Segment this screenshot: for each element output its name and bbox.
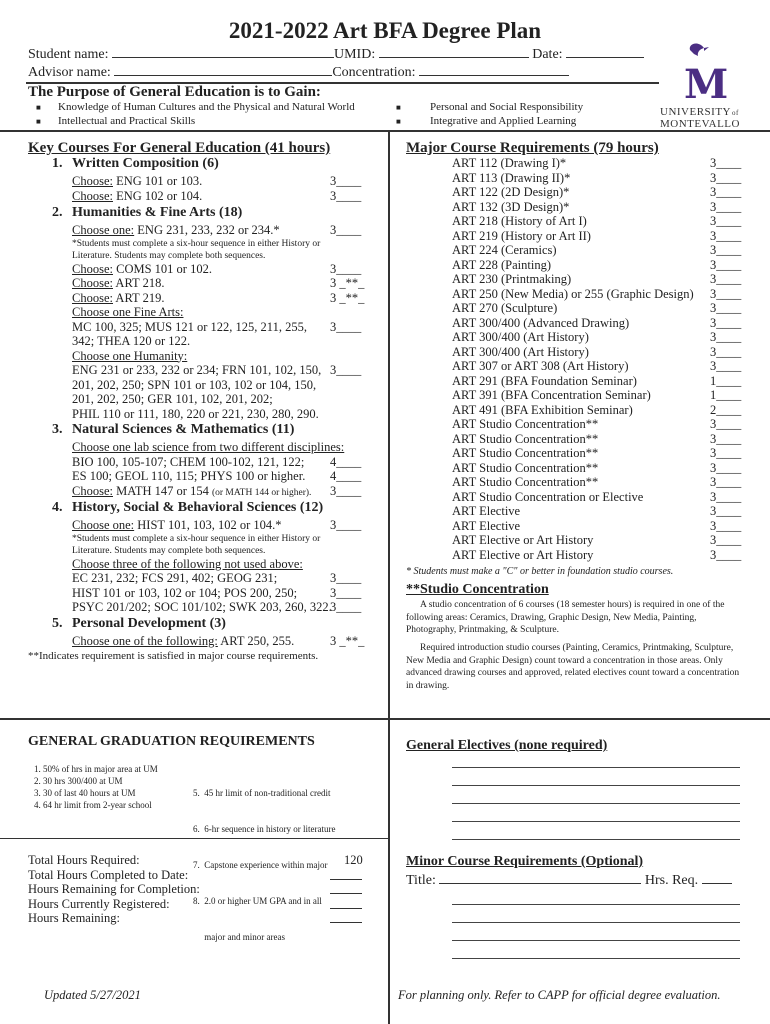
course-line [52, 469, 372, 484]
concentration-field[interactable] [419, 64, 569, 76]
major-satisfied-footnote: **Indicates requirement is satisfied in major course requirements. [28, 650, 319, 662]
course-line [52, 262, 372, 277]
choose-lab-science: Choose one lab science from two different disciplines: [72, 440, 345, 454]
major-course-row [452, 417, 752, 432]
major-course-row [452, 461, 752, 476]
hours-blank[interactable]: 1____ [710, 373, 742, 388]
hours-blank[interactable]: 3____ [330, 261, 362, 276]
hours-blank[interactable]: 3 _**_ [330, 276, 365, 290]
category-personal-development [52, 616, 372, 634]
major-course-list [452, 156, 752, 562]
section-divider [0, 130, 770, 132]
major-course-name: ART Studio Concentration** [452, 460, 599, 475]
hours-blank[interactable]: 4____ [330, 454, 362, 469]
choose-label: Choose one: [72, 223, 135, 237]
logo-line2: MONTEVALLO [660, 118, 740, 130]
major-course-row [452, 229, 752, 244]
major-course-row [452, 475, 752, 490]
hours-blank[interactable]: 4____ [330, 469, 362, 483]
major-course-name: ART Studio Concentration** [452, 417, 599, 431]
choose-label: Choose: [72, 188, 113, 203]
student-name-label: Student name: [28, 47, 109, 62]
course-text: ART 218. [112, 276, 165, 290]
major-heading: Major Course Requirements (79 hours) [406, 140, 659, 156]
course-line [52, 223, 372, 238]
course-text: ENG 231 or 233, 232 or 234; FRN 101, 102, 150, [72, 363, 322, 377]
hours-remaining-label: Hours Remaining: [28, 911, 121, 925]
course-line [52, 586, 372, 601]
major-course-name: ART 300/400 (Art History) [452, 330, 589, 344]
choose-label: Choose: [72, 276, 113, 290]
course-text: ENG 101 or 103. [112, 174, 203, 188]
major-course-name: ART Elective [452, 518, 521, 533]
total-required-label: Total Hours Required: [28, 853, 140, 867]
choose-label: Choose: [72, 290, 113, 305]
montevallo-m-icon [660, 40, 760, 102]
elective-line[interactable] [452, 803, 740, 804]
major-course-name: ART 491 (BFA Exhibition Seminar) [452, 402, 633, 417]
category-number: 1. [52, 156, 63, 171]
umid-field[interactable] [379, 46, 529, 58]
major-course-row [452, 403, 752, 418]
major-course-row [452, 171, 752, 186]
major-course-row [452, 374, 752, 389]
graduation-item: 8. 2.0 or higher UM GPA and in all [193, 896, 322, 906]
major-course-row [452, 316, 752, 331]
major-course-row [452, 345, 752, 360]
major-course-row [452, 287, 752, 302]
major-course-name: ART 218 (History of Art I) [452, 214, 587, 228]
hours-blank[interactable]: 3____ [330, 223, 362, 237]
hours-blank[interactable]: 3 _**_ [330, 633, 365, 648]
hours-blank[interactable]: 3____ [710, 199, 742, 214]
hours-blank[interactable]: 3____ [330, 483, 362, 498]
category-number: 2. [52, 205, 63, 220]
studio-concentration-heading: **Studio Concentration [406, 582, 549, 597]
hours-blank[interactable]: 3____ [330, 585, 362, 600]
course-text: MATH 147 or 154 [112, 483, 212, 498]
graduation-item: 1. 50% of hrs in major area at UM [34, 764, 158, 774]
minor-line[interactable] [452, 922, 740, 923]
sequence-note: Literature. Students may complete both sequences. [72, 545, 266, 556]
major-course-row [452, 272, 752, 287]
course-text: PHIL 110 or 111, 180, 220 or 221, 230, 280, 290. [72, 406, 319, 421]
category-humanities [52, 205, 372, 223]
major-course-row [452, 548, 752, 563]
minor-hrs-label: Hrs. Req. [644, 873, 699, 888]
umid-label: UMID: [334, 47, 376, 62]
category-number: 5. [52, 615, 63, 631]
hours-blank[interactable]: 3____ [330, 363, 362, 377]
major-course-row [452, 533, 752, 548]
sequence-note: *Students must complete a six-hour sequence in either History or [72, 238, 321, 249]
choose-label: Choose: [72, 174, 113, 188]
hours-blank[interactable]: 3____ [710, 156, 742, 170]
course-text: 342; THEA 120 or 122. [72, 334, 191, 348]
major-course-name: ART 250 (New Media) or 255 (Graphic Design) [452, 286, 694, 301]
purpose-item: ■ Intellectual and Practical Skills [36, 115, 196, 127]
category-title: Written Composition (6) [72, 156, 219, 171]
hours-blank[interactable]: 3____ [710, 228, 742, 243]
planning-disclaimer: For planning only. Refer to CAPP for official degree evaluation. [398, 988, 721, 1002]
major-course-row [452, 243, 752, 258]
purpose-heading: The Purpose of General Education is to Gain: [28, 84, 321, 100]
hours-blank[interactable]: 3____ [710, 257, 742, 272]
totals-divider [0, 838, 388, 839]
major-course-name: ART Elective or Art History [452, 533, 594, 547]
choose-label: Choose one: [72, 518, 135, 532]
course-line [52, 571, 372, 586]
graduation-item: major and minor areas [193, 932, 285, 942]
page-title: 2021-2022 Art BFA Degree Plan [228, 18, 542, 43]
elective-line[interactable] [452, 821, 740, 822]
major-course-row [452, 388, 752, 403]
course-line [52, 189, 372, 204]
major-course-name: ART 300/400 (Advanced Drawing) [452, 315, 630, 330]
graduation-item: 2. 30 hrs 300/400 at UM [34, 776, 123, 786]
major-course-name: ART 219 (History or Art II) [452, 228, 591, 243]
hours-blank[interactable]: 3____ [710, 446, 742, 460]
gen-ed-list [52, 156, 372, 648]
minor-title-label: Title: [406, 873, 436, 888]
hours-blank[interactable]: 3____ [330, 188, 362, 203]
total-completed-field[interactable] [330, 868, 362, 880]
graduation-item: 7. Capstone experience within major [193, 860, 328, 870]
major-course-name: ART 391 (BFA Concentration Seminar) [452, 388, 651, 402]
hours-blank[interactable]: 3____ [710, 489, 742, 504]
course-text: ENG 231, 233, 232 or 234.* [134, 223, 280, 237]
foundation-note: * Students must make a "C" or better in foundation studio courses. [406, 566, 674, 577]
category-title: Natural Sciences & Mathematics (11) [72, 422, 295, 437]
course-line [52, 600, 372, 615]
category-title: Humanities & Fine Arts (18) [72, 205, 243, 220]
major-course-name: ART Studio Concentration** [452, 475, 599, 489]
course-text: ENG 102 or 104. [112, 188, 203, 203]
major-course-row [452, 185, 752, 200]
course-line [52, 291, 372, 306]
graduation-item: 5. 45 hr limit of non-traditional credit [193, 788, 331, 798]
course-line [52, 174, 372, 189]
major-course-name: ART 224 (Ceramics) [452, 243, 557, 257]
course-text: HIST 101 or 103, 102 or 104; POS 200, 250; [72, 585, 298, 600]
course-text: EC 231, 232; FCS 291, 402; GEOG 231; [72, 571, 278, 585]
hours-blank[interactable]: 3____ [330, 174, 362, 188]
choose-three: Choose three of the following not used above: [72, 556, 303, 571]
category-number: 4. [52, 500, 63, 515]
hours-blank[interactable]: 3____ [710, 475, 742, 489]
hours-blank[interactable]: 2____ [710, 402, 742, 417]
hours-blank[interactable]: 3____ [330, 600, 362, 614]
university-logo [660, 40, 760, 128]
advisor-name-label: Advisor name: [28, 65, 111, 80]
purpose-item: ■ Integrative and Applied Learning [396, 115, 577, 127]
elective-line[interactable] [452, 767, 740, 768]
graduation-item: 6. 6-hr sequence in history or literature [193, 824, 336, 834]
major-course-row [452, 214, 752, 229]
sequence-note: *Students must complete a six-hour sequence in either History or [72, 533, 321, 544]
hours-blank[interactable]: 3____ [710, 185, 742, 199]
hours-blank[interactable]: 3____ [710, 533, 742, 547]
major-course-row [452, 258, 752, 273]
hours-blank[interactable]: 3____ [710, 344, 742, 359]
purpose-item-text: Intellectual and Practical Skills [58, 115, 196, 127]
major-course-name: ART 112 (Drawing I)* [452, 156, 567, 170]
major-course-name: ART 122 (2D Design)* [452, 185, 570, 199]
date-field[interactable] [566, 46, 644, 58]
concentration-label: Concentration: [332, 65, 416, 80]
major-course-name: ART 113 (Drawing II)* [452, 170, 571, 185]
student-name-field[interactable] [112, 46, 334, 58]
course-line [52, 276, 372, 291]
course-text: HIST 101, 103, 102 or 104.* [134, 518, 282, 532]
graduation-heading: GENERAL GRADUATION REQUIREMENTS [28, 734, 315, 749]
graduation-list-left [34, 763, 158, 811]
hours-blank[interactable]: 3____ [330, 571, 362, 585]
graduation-item: 4. 64 hr limit from 2-year school [34, 800, 152, 810]
hours-blank[interactable]: 3____ [710, 431, 742, 446]
minor-line[interactable] [452, 904, 740, 905]
course-text: 201, 202, 250; SPN 101 or 103, 102 or 104, 150, [72, 377, 317, 392]
category-number: 3. [52, 422, 63, 437]
course-text: ART 219. [112, 290, 165, 305]
hours-blank[interactable]: 3 _**_ [330, 290, 365, 305]
hours-blank[interactable]: 3____ [710, 547, 742, 562]
logo-line1: UNIVERSITY [660, 106, 731, 118]
purpose-item-text: Personal and Social Responsibility [430, 101, 584, 113]
choose-fine-arts: Choose one Fine Arts: [72, 305, 184, 319]
advisor-name-field[interactable] [114, 64, 332, 76]
logo-of: of [732, 109, 739, 117]
hours-blank[interactable]: 3____ [330, 518, 362, 532]
category-written-composition [52, 156, 372, 174]
major-course-row [452, 200, 752, 215]
major-course-name: ART 230 (Printmaking) [452, 272, 572, 286]
choose-label: Choose: [72, 261, 113, 276]
major-course-row [452, 504, 752, 519]
course-line [52, 484, 372, 501]
course-line [52, 455, 372, 470]
total-completed-label: Total Hours Completed to Date: [28, 867, 189, 882]
major-course-name: ART 228 (Painting) [452, 257, 552, 272]
major-course-row [452, 446, 752, 461]
hours-blank[interactable]: 1____ [710, 388, 742, 402]
major-course-name: ART Elective [452, 504, 521, 518]
hours-blank[interactable]: 3____ [710, 272, 742, 286]
total-required-value: 120 [344, 853, 363, 867]
minor-line[interactable] [452, 958, 740, 959]
hours-blank[interactable]: 3____ [710, 170, 742, 185]
purpose-item: ■ Knowledge of Human Cultures and the Physical and Natural World [36, 101, 355, 113]
major-course-row [452, 519, 752, 534]
major-course-row [452, 490, 752, 505]
purpose-item-text: Integrative and Applied Learning [430, 115, 577, 127]
hours-blank[interactable]: 3____ [710, 243, 742, 257]
sequence-note: Literature. Students may complete both sequences. [72, 250, 266, 261]
column-divider [388, 130, 390, 1024]
studio-intro-paragraph: Required introduction studio courses (Painting, Ceramics, Printmaking, Sculpture, New Media and Graphic Design) count toward a concentration in those areas. Only advanced drawing courses and approved, related electives count toward a concentration in drawing. [406, 643, 740, 691]
major-course-name: ART 307 or ART 308 (Art History) [452, 359, 629, 373]
hours-remaining-field[interactable] [330, 911, 362, 923]
course-text: BIO 100, 105-107; CHEM 100-102, 121, 122; [72, 454, 305, 469]
major-course-name: ART 132 (3D Design)* [452, 199, 570, 214]
general-electives-heading: General Electives (none required) [406, 738, 608, 753]
student-info-row [28, 46, 668, 63]
hours-blank[interactable]: 3____ [710, 214, 742, 228]
major-course-row [452, 432, 752, 447]
course-text: 201, 202, 250; GER 101, 102, 201, 202; [72, 392, 273, 406]
category-natural-sciences [52, 422, 372, 440]
elective-line[interactable] [452, 839, 740, 840]
course-line [52, 363, 372, 378]
category-title: History, Social & Behavioral Sciences (12) [72, 500, 324, 515]
date-label: Date: [532, 47, 563, 62]
studio-concentration-paragraph: A studio concentration of 6 courses (18 semester hours) is required in one of the following areas: Ceramics, Drawing, Graphic Design, New Media, Painting, Photography, Printmaking, & Sculpture. [406, 600, 725, 635]
course-note: (or MATH 144 or higher). [211, 487, 312, 498]
minor-title-field[interactable] [439, 872, 641, 884]
course-text: COMS 101 or 102. [112, 261, 212, 276]
major-course-row [452, 359, 752, 374]
graduation-item: 3. 30 of last 40 hours at UM [34, 788, 136, 798]
course-line [52, 634, 372, 649]
purpose-item-text: Knowledge of Human Cultures and the Physical and Natural World [58, 101, 355, 113]
hours-blank[interactable]: 3____ [710, 286, 742, 301]
category-history-social [52, 500, 372, 518]
hours-blank[interactable]: 3____ [710, 359, 742, 373]
major-course-row [452, 301, 752, 316]
hours-blank[interactable]: 3____ [710, 460, 742, 475]
major-course-name: ART Studio Concentration** [452, 431, 599, 446]
minor-line[interactable] [452, 940, 740, 941]
hours-blank[interactable]: 3____ [710, 417, 742, 431]
hours-totals [28, 853, 368, 926]
updated-date: Updated 5/27/2021 [44, 988, 141, 1002]
svg-text:M: M [684, 61, 729, 102]
major-course-row [452, 330, 752, 345]
currently-registered-label: Hours Currently Registered: [28, 896, 170, 911]
remaining-completion-field[interactable] [330, 882, 362, 894]
course-line [52, 320, 372, 335]
minor-hrs-field[interactable] [702, 872, 732, 884]
major-course-name: ART Elective or Art History [452, 547, 594, 562]
purpose-item: ■ Personal and Social Responsibility [396, 101, 584, 113]
advisor-info-row [28, 64, 668, 81]
course-line [52, 518, 372, 533]
hours-blank[interactable]: 3____ [330, 319, 362, 334]
major-course-name: ART 270 (Sculpture) [452, 301, 558, 315]
category-title: Personal Development (3) [72, 615, 226, 631]
bottom-section-divider [0, 718, 770, 720]
remaining-completion-label: Hours Remaining for Completion: [28, 882, 200, 896]
course-text: PSYC 201/202; SOC 101/102; SWK 203, 260, 322. [72, 600, 332, 614]
minor-heading: Minor Course Requirements (Optional) [406, 854, 644, 869]
hours-blank[interactable]: 3____ [710, 330, 742, 344]
major-course-name: ART 291 (BFA Foundation Seminar) [452, 373, 637, 388]
major-course-name: ART Studio Concentration** [452, 446, 599, 460]
minor-title-row [406, 872, 746, 889]
course-text: ART 250, 255. [217, 633, 295, 648]
elective-line[interactable] [452, 785, 740, 786]
hours-blank[interactable]: 3____ [710, 518, 742, 533]
choose-label: Choose one of the following: [72, 633, 218, 648]
gen-ed-heading: Key Courses For General Education (41 hours) [28, 140, 331, 156]
choose-humanity: Choose one Humanity: [72, 348, 188, 363]
hours-blank[interactable]: 3____ [710, 504, 742, 518]
hours-blank[interactable]: 3____ [710, 301, 742, 315]
hours-blank[interactable]: 3____ [710, 315, 742, 330]
course-text: MC 100, 325; MUS 121 or 122, 125, 211, 255, [72, 319, 307, 334]
major-course-name: ART 300/400 (Art History) [452, 344, 589, 359]
major-course-row [452, 156, 752, 171]
currently-registered-field[interactable] [330, 897, 362, 909]
major-course-name: ART Studio Concentration or Elective [452, 489, 644, 504]
choose-label: Choose: [72, 483, 113, 498]
course-text: ES 100; GEOL 110, 115; PHYS 100 or higher. [72, 469, 306, 483]
